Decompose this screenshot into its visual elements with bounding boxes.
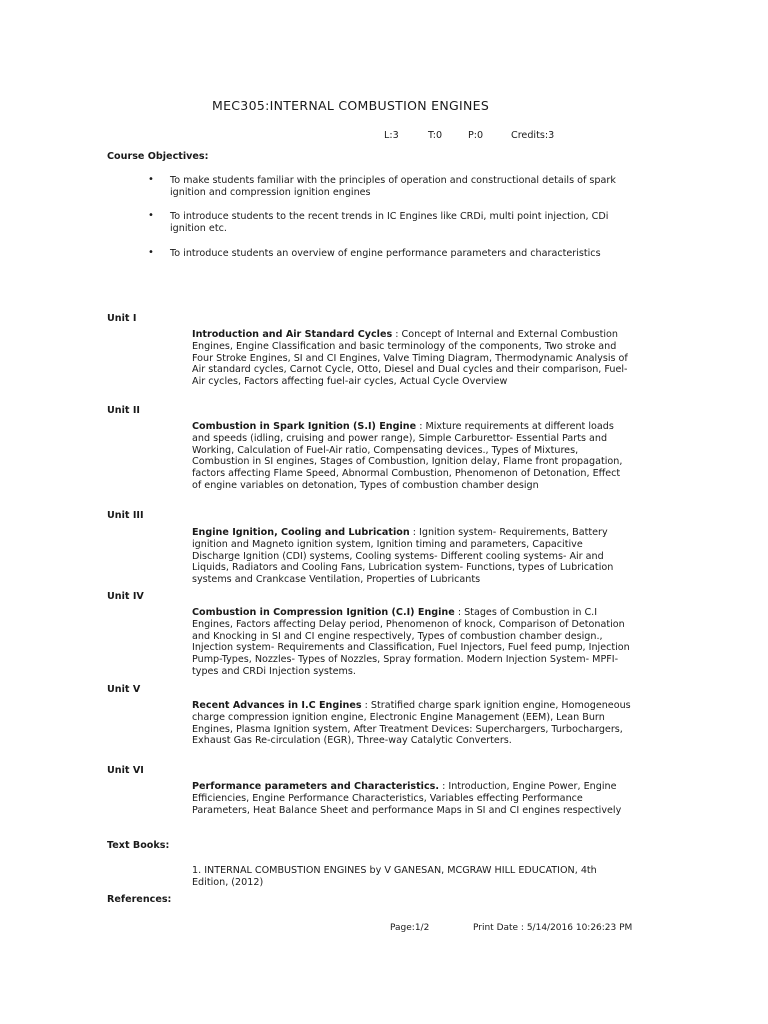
unit-label: Unit IV (107, 591, 144, 602)
credit-t: T:0 (428, 130, 443, 141)
unit-body: Introduction, Engine Power, Engine Efficiencies, Engine Performance Characteristics, Variables effecting Performance Parameters, Heat Balance Sheet and performance Maps in SI and CI engines respectively (192, 781, 622, 816)
credit-p: P:0 (468, 130, 484, 141)
credit-total: Credits:3 (511, 130, 555, 141)
unit-label: Unit I (107, 313, 137, 324)
unit-heading: Recent Advances in I.C Engines (192, 700, 362, 711)
unit-heading: Combustion in Spark Ignition (S.I) Engine (192, 421, 417, 432)
objective-item: To introduce students an overview of engine performance parameters and characteristics (170, 248, 601, 259)
unit-heading: Introduction and Air Standard Cycles (192, 329, 393, 340)
objectives-label: Course Objectives: (107, 151, 209, 162)
unit-label: Unit II (107, 405, 140, 416)
unit-separator: : (454, 607, 465, 618)
unit-separator: : (392, 329, 402, 340)
unit-body: Concept of Internal and External Combustion Engines, Engine Classification and basic terminology of the components, Two stroke and Four Stroke Engines, SI and CI Engines, Valve Timing Diagram, Thermodynamic Analysis of Air standard cycles, Carnot Cycle, Otto, Diesel and Dual cycles and their comparison, Fuel-Air cycles, Factors affecting fuel-air cycles, Actual Cycle Overview (192, 329, 628, 388)
unit-separator: : (361, 700, 371, 711)
unit-body: Mixture requirements at different loads and speeds (idling, cruising and power range), Simple Carburettor- Essential Parts and Working, Calculation of Fuel-Air ratio, Compensating devices., Types of Mixtures, Combustion in SI engines, Stages of Combustion, Ignition delay, Flame front propagation, factors affecting Flame Speed, Abnormal Combustion, Phenomenon of Detonation, Effect of engine variables on detonation, Types of combustion chamber design (192, 421, 623, 491)
unit-body: Stages of Combustion in C.I Engines, Factors affecting Delay period, Phenomenon of knock, Comparison of Detonation and Knocking in SI and CI engine respectively, Types of combustion chamber design., Injection system- Requirements and Classification, Fuel Injectors, Fuel feed pump, Injection Pump-Types, Nozzles- Types of Nozzles, Spray formation. Modern Injection System- MPFI- types and CRDi Injection systems. (192, 607, 630, 677)
unit-description (192, 700, 632, 747)
unit-body: Ignition system- Requirements, Battery ignition and Magneto ignition system, Ignition timing and parameters, Capacitive Discharge Ignition (CDI) systems, Cooling systems- Different cooling systems- Air and Liquids, Radiators and Cooling Fans, Lubrication system- Functions, types of Lubrication systems and Crankcase Ventilation, Properties of Lubricants (192, 527, 614, 586)
textbooks-label: Text Books: (107, 840, 170, 851)
course-title: MEC305:INTERNAL COMBUSTION ENGINES (212, 98, 490, 113)
unit-description (192, 527, 632, 586)
unit-description (192, 607, 632, 678)
unit-label: Unit VI (107, 765, 144, 776)
unit-description (192, 421, 632, 492)
unit-label: Unit V (107, 684, 141, 695)
objective-item: To make students familiar with the principles of operation and constructional details of spark ignition and compression ignition engines (170, 175, 616, 198)
unit-separator: : (409, 527, 420, 538)
credit-l: L:3 (384, 130, 399, 141)
unit-heading: Engine Ignition, Cooling and Lubrication (192, 527, 410, 538)
unit-heading: Combustion in Compression Ignition (C.I) Engine (192, 607, 455, 618)
bullet-marker: • (148, 247, 154, 258)
references-label: References: (107, 894, 172, 905)
bullet-marker: • (148, 174, 154, 185)
unit-separator: : (416, 421, 426, 432)
page-number: Page:1/2 (390, 923, 430, 933)
objective-item: To introduce students to the recent trends in IC Engines like CRDi, multi point injection, CDi ignition etc. (170, 211, 609, 234)
unit-body: Stratified charge spark ignition engine, Homogeneous charge compression ignition engine, Electronic Engine Management (EEM), Lean Burn Engines, Plasma Ignition system, After Treatment Devices: Superchargers, Turbochargers, Exhaust Gas Re-circulation (EGR), Three-way Catalytic Converters. (192, 700, 631, 747)
unit-separator: : (439, 781, 449, 792)
unit-description (192, 781, 632, 816)
bullet-marker: • (148, 210, 154, 221)
textbook-item: 1. INTERNAL COMBUSTION ENGINES by V GANESAN, MCGRAW HILL EDUCATION, 4th Edition, (2012) (192, 865, 597, 888)
unit-description (192, 329, 632, 388)
print-date: Print Date : 5/14/2016 10:26:23 PM (473, 923, 633, 933)
unit-label: Unit III (107, 510, 144, 521)
unit-heading: Performance parameters and Characteristics. (192, 781, 440, 792)
